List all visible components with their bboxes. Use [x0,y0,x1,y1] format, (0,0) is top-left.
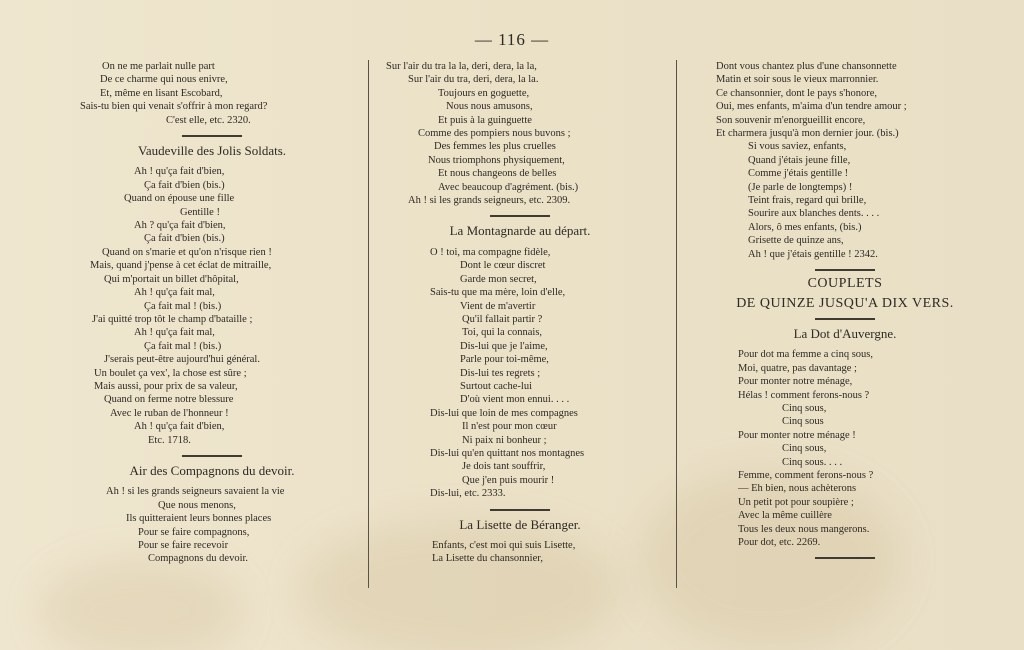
text-line: Ah ! qu'ça fait d'bien, [134,421,225,433]
text-line: Son souvenir m'enorgueillit encore, [716,114,866,126]
text-line: Garde mon secret, [460,273,537,285]
text-line: Mais aussi, pour prix de sa valeur, [94,380,238,392]
text-line: Pour se faire compagnons, [138,526,250,538]
text-line: (Je parle de longtemps) ! [748,181,853,193]
text-line: De ce charme qui nous enivre, [100,74,228,86]
text-line: Si vous saviez, enfants, [748,141,847,153]
text-line: Sais-tu bien qui venait s'offrir à mon regard? [80,101,268,113]
text-line: Femme, comment ferons-nous ? [738,469,874,481]
text-line: Sur l'air du tra la la, deri, dera, la la, [386,61,537,72]
separator [815,269,875,271]
text-line: Cinq sous, [782,443,827,455]
separator [815,557,875,559]
text-line: La Lisette du chansonnier, [432,553,543,565]
text-line: Et nous changeons de belles [438,168,557,180]
section-title: COUPLETS [807,276,883,292]
text-line: Sais-tu que ma mère, loin d'elle, [430,287,566,299]
text-line: Etc. 1718. [148,434,191,446]
text-line: Ah ? qu'ça fait d'bien, [134,220,226,232]
text-line: Compagnons du devoir. [148,553,249,565]
separator [815,318,875,320]
text-line: Ah ! qu'ça fait mal, [134,287,215,299]
text-line: Nous nous amusons, [446,101,533,113]
text-line: Un boulet ça vex', la chose est sûre ; [94,367,247,379]
text-line: Ça fait d'bien (bis.) [144,179,225,191]
text-line: Ah ! si les grands seigneurs, etc. 2309. [408,195,571,207]
text-line: Cinq sous, [782,402,827,414]
text-line: Dis-lui tes regrets ; [460,367,541,379]
text-line: Surtout cache-lui [460,380,533,392]
text-line: Ils quitteraient leurs bonnes places [126,513,272,525]
text-line: Quand on ferme notre blessure [104,394,234,406]
song-title: Air des Compagnons du devoir. [129,462,295,478]
column-3 [710,60,980,565]
text-line: Ah ! que j'étais gentille ! 2342. [748,248,878,260]
text-line: Sourire aux blanches dents. . . . [748,208,880,220]
separator [490,509,550,511]
text-line: — Eh bien, nous achèterons [738,483,857,495]
text-line: Ça fait mal ! (bis.) [144,340,222,352]
section-subtitle: DE QUINZE JUSQU'A DIX VERS. [736,295,954,311]
text-line: Mais, quand j'pense à cet éclat de mitraille, [90,260,272,272]
text-line: Avec beaucoup d'agrément. (bis.) [438,181,579,193]
text-line: Comme j'étais gentille ! [748,168,849,180]
text-line: Teint frais, regard qui brille, [748,195,867,207]
text-line: Ah ! si les grands seigneurs savaient la vie [106,486,285,498]
text-line: Ça fait d'bien (bis.) [144,233,225,245]
text-line: Ah ! qu'ça fait d'bien, [134,166,225,178]
text-line: D'où vient mon ennui. . . . [460,394,570,406]
text-line: Qu'il fallait partir ? [462,313,543,325]
text-line: Pour se faire recevoir [138,540,229,551]
song-title: La Dot d'Auvergne. [793,325,897,341]
text-line: Dis-lui, etc. 2333. [430,488,506,500]
text-line: Sur l'air du tra, deri, dera, la la. [408,74,539,86]
text-line: Et charmera jusqu'à mon dernier jour. (bis.) [716,128,899,140]
text-line: Pour dot ma femme a cinq sous, [738,349,874,361]
text-line: Dis-lui que je l'aime, [460,340,548,352]
text-line: Grisette de quinze ans, [748,235,844,247]
separator [182,135,242,137]
text-line: Ce chansonnier, dont le pays s'honore, [716,87,877,99]
text-line: Des femmes les plus cruelles [434,141,556,153]
text-line: Pour dot, etc. 2269. [738,537,821,548]
text-line: Que j'en puis mourir ! [462,474,555,486]
column-2 [380,60,660,566]
text-line: Matin et soir sous le vieux marronnier. [716,74,879,86]
text-line: C'est elle, etc. 2320. [166,114,251,126]
text-line: Ça fait mal ! (bis.) [144,300,222,312]
text-line: Cinq sous [782,416,824,428]
song-title: La Montagnarde au départ. [449,223,591,239]
text-line: Un petit pot pour soupière ; [738,496,854,508]
text-line: Dont vous chantez plus d'une chansonnette [716,61,897,72]
text-line: Avec le ruban de l'honneur ! [110,407,229,419]
text-line: On ne me parlait nulle part [102,61,215,72]
text-line: Pour monter notre ménage ! [738,429,856,441]
text-line: J'serais peut-être aujourd'hui général. [104,354,260,366]
separator [490,215,550,217]
separator [182,455,242,457]
text-line: Et, même en lisant Escobard, [100,87,223,99]
text-line: Pour monter notre ménage, [738,376,853,388]
text-line: Nous triomphons physiquement, [428,154,565,166]
text-line: Que nous menons, [158,499,236,511]
text-line: Gentille ! [180,206,220,218]
text-line: Moi, quatre, pas davantage ; [738,362,857,374]
text-line: Quand j'étais jeune fille, [748,154,851,166]
column-divider-right [676,60,677,588]
text-line: Enfants, c'est moi qui suis Lisette, [432,540,576,551]
text-line: Oui, mes enfants, m'aima d'un tendre amour ; [716,101,907,113]
text-line: Comme des pompiers nous buvons ; [418,128,571,140]
text-line: Quand on s'marie et qu'on n'risque rien ! [102,246,272,258]
text-line: O ! toi, ma compagne fidèle, [430,246,551,258]
text-line: Alors, ô mes enfants, (bis.) [748,221,862,233]
text-line: Avec la même cuillère [738,510,832,522]
text-line: Hélas ! comment ferons-nous ? [738,389,870,401]
text-line: Dont le cœur discret [460,260,546,272]
text-line: Ah ! qu'ça fait mal, [134,327,215,339]
text-line: Ni paix ni bonheur ; [462,434,547,446]
text-line: Dis-lui que loin de mes compagnes [430,407,578,419]
text-line: Toi, qui la connais, [462,327,543,339]
text-line: Je dois tant souffrir, [462,461,546,473]
text-line: Quand on épouse une fille [124,193,235,205]
text-line: Parle pour toi-même, [460,354,549,366]
text-line: Dis-lui qu'en quittant nos montagnes [430,447,585,459]
page-number: — 116 — [474,30,550,49]
song-title: Vaudeville des Jolis Soldats. [137,143,287,159]
column-divider-left [368,60,369,588]
text-line: Et puis à la guinguette [438,114,532,126]
text-line: Il n'est pour mon cœur [462,421,557,433]
text-line: Toujours en goguette, [438,87,530,99]
text-line: Vient de m'avertir [460,300,536,312]
text-line: J'ai quitté trop tôt le champ d'bataille ; [92,313,253,325]
text-line: Cinq sous. . . . [782,456,843,468]
column-1 [78,60,346,566]
text-line: Qui m'portait un billet d'hôpital, [104,273,239,285]
song-title: La Lisette de Béranger. [459,516,581,532]
text-line: Tous les deux nous mangerons. [738,523,870,535]
